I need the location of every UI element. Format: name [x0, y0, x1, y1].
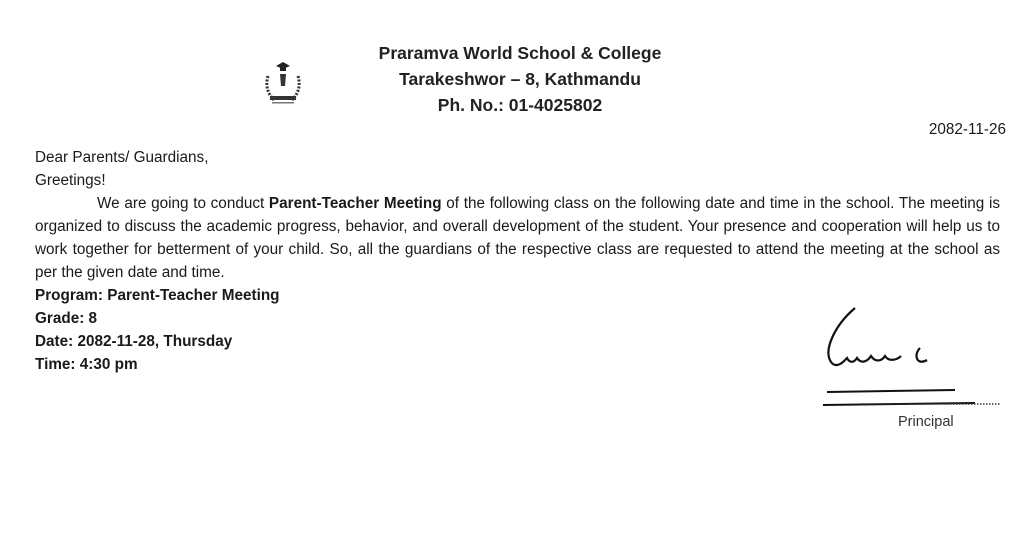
detail-time: Time: 4:30 pm	[35, 356, 138, 373]
greeting: Greetings!	[35, 172, 106, 189]
detail-date: Date: 2082-11-28, Thursday	[35, 333, 233, 350]
signature	[815, 300, 1005, 410]
main-paragraph: We are going to conduct Parent-Teacher Meeting of the following class on the following date and time in the school. The meeting is organized to discuss the academic progress, behavior, and overall development of the student. Your presence and cooperation will help us to work together for betterment of your child. So, all the guardians of the respective class are requested to attend the meeting at the school as per the given date and time.	[35, 195, 1000, 281]
school-name: Praramva World School & College	[378, 43, 662, 63]
meeting-name: Parent-Teacher Meeting	[268, 195, 442, 212]
school-logo	[258, 58, 308, 106]
signature-title: Principal	[898, 414, 954, 430]
school-address: Tarakeshwor – 8, Kathmandu	[399, 69, 641, 89]
detail-grade: Grade: 8	[35, 310, 98, 327]
salutation: Dear Parents/ Guardians,	[35, 149, 209, 166]
school-phone: Ph. No.: 01-4025802	[437, 95, 603, 115]
detail-program: Program: Parent-Teacher Meeting	[35, 287, 280, 304]
letter-date: 2082-11-26	[928, 121, 1006, 138]
